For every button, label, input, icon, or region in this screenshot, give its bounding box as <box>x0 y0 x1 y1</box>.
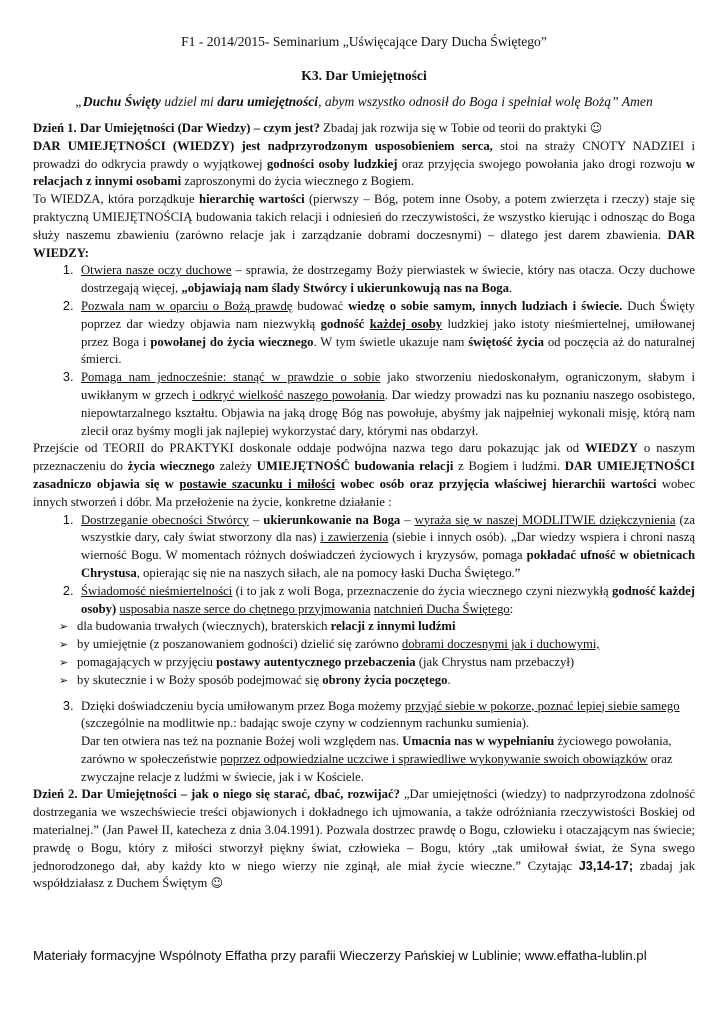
text-run: Dzięki doświadczeniu bycia umiłowanym przez Boga możemy <box>81 698 405 713</box>
day1-heading: Dzień 1. Dar Umiejętności (Dar Wiedzy) – czym jest? <box>33 121 320 135</box>
text-run: DAR UMIEJĘTNOŚCI (WIEDZY) jest nadprzyrodzonym usposobieniem serca, <box>33 138 493 153</box>
document-body <box>33 120 695 893</box>
text-run: . <box>509 281 513 296</box>
text-run: , opierając się nie na naszych siłach, ale na pomocy łaski Ducha Świętego.” <box>136 565 521 580</box>
text-run: Duch Święty poprzez dar wiedzy objawia nam niezwykłą <box>81 298 695 331</box>
arrow-list-item <box>59 654 695 672</box>
text-run: życia wiecznego <box>127 459 215 474</box>
smiley-icon: ☺ <box>589 121 603 135</box>
motto-quote: „ <box>75 94 83 109</box>
text-run: Przejście od TEORII do PRAKTYKI doskonale oddaje podwójna nazwa tego daru pokazując jak od <box>33 441 586 456</box>
motto-prayer <box>33 94 695 110</box>
text-run: zaproszonymi do życia wiecznego z Bogiem. <box>181 174 415 189</box>
text-run: To WIEDZA, która porządkuje <box>33 192 200 207</box>
text-run: godność każdej osoby) <box>81 583 696 616</box>
text-run: dobrami doczesnymi jak i duchowymi, <box>401 637 600 652</box>
text-run: w relacjach z innymi osobami <box>33 156 696 189</box>
text-run: i odkryć wielkość naszego powołania <box>192 387 385 402</box>
text-run: Pomaga nam jednocześnie: stanąć w prawdzie o sobie <box>81 370 381 385</box>
practice-paragraph <box>33 440 695 511</box>
arrow-list-item <box>59 618 695 636</box>
text-run: – <box>248 512 264 527</box>
text-run: zbadaj jak współdziałasz z Duchem Świętym <box>33 858 696 891</box>
text-run: pomagających w przyjęciu <box>77 654 217 669</box>
text-run: relacji z innymi ludźmi <box>330 619 456 634</box>
text-run: powołanej do życia wiecznego <box>150 334 314 349</box>
text-run: ludzkiej jako istoty nieśmiertelnej, umiłowanej przez Boga i <box>81 316 696 349</box>
page-header: F1 - 2014/2015- Seminarium „Uświęcające Dary Ducha Świętego” <box>181 34 547 49</box>
motto-part: Duchu Święty <box>82 94 161 109</box>
text-run: o naszym przeznaczeniu do <box>33 441 695 474</box>
text-run: budować <box>292 298 349 313</box>
text-run: obrony życia poczętego <box>322 672 448 687</box>
motto-part: daru umiejętności <box>217 94 319 109</box>
text-run: WIEDZY <box>585 441 638 456</box>
text-run: (pierwszy – Bóg, potem inne Osoby, a potem zwierzęta i rzeczy) staje się praktyczną UMIEJĘTNOŚCIĄ budowania takich relacji i odniesień do rzeczywistości, że wszystko kierując i odnosząc do Boga służy naszemu zbawieniu (zarówno relacje jak i zarządzanie dobrami doczesnymi) – dlatego jest darem zbawienia. <box>33 192 696 242</box>
text-run: zależy <box>214 459 257 474</box>
text-run: . Dar wiedzy prowadzi nas ku poznaniu naszego osobistego, niepowtarzalnego kształtu. Objawia na jaką drogę Bóg nas powołuje, abyśmy jak najpełniej wykonali misję, którą nam zlecił oraz byśmy mogli jak najlepiej wykorzystać dary, którymi nas obdarzył. <box>81 387 696 438</box>
text-run: hierarchię wartości <box>199 192 305 207</box>
motto-part: , abym wszystko odnosił do Boga i spełniał wolę Bożą” Amen <box>318 94 653 109</box>
text-run: (siebie i innych osób). „Dar wiedzy wspiera i chroni naszą wierność Bogu. W momentach różnych doświadczeń życiowych i kryzysów, pomaga <box>81 530 695 563</box>
text-run: Zbadaj jak rozwija się w Tobie od teorii do praktyki <box>319 121 590 135</box>
arrow-list-item <box>59 636 695 654</box>
arrow-list <box>33 618 695 689</box>
page-title: K3. Dar Umiejętności <box>301 68 427 83</box>
list-item <box>77 298 695 369</box>
text-run: wiedzę o sobie samym, innych ludziach i świecie. <box>348 298 623 313</box>
text-run: (za wszystkie dary, cały świat stworzony dla nas) <box>81 512 695 545</box>
motto-part: udziel mi <box>160 94 218 109</box>
text-run: postawy autentycznego przebaczenia <box>216 654 416 669</box>
text-run: z Bogiem i ludźmi. <box>453 459 565 474</box>
text-run: poprzez odpowiedzialne uczciwe i sprawiedliwe wykonywanie swoich obowiązków <box>220 751 648 766</box>
smiley-icon: ☺ <box>210 876 224 891</box>
text-run: . <box>447 672 451 687</box>
practice-list <box>33 512 695 619</box>
text-run: godności osoby ludzkiej <box>266 156 398 171</box>
text-run: usposabia nasze serce do chętnego przyjmowania <box>119 601 371 616</box>
practice-list-continued <box>33 698 695 787</box>
text-run: – sprawia, że dostrzegamy Boży pierwiastek w świecie, który nas otacza. Oczy duchowe dostrzegają więcej, <box>81 263 695 296</box>
text-run: by skutecznie i w Boży sposób podejmować się <box>77 672 323 687</box>
text-run: (jak Chrystus nam przebaczył) <box>415 654 575 669</box>
list-item <box>77 369 695 440</box>
scripture-reference: J3,14-17; <box>578 858 634 873</box>
text-run: Dar ten otwiera nas też na poznanie Bożej woli względem nas. <box>81 734 403 749</box>
text-run: Świadomość nieśmiertelności <box>81 583 233 598</box>
text-run: UMIEJĘTNOŚĆ budowania relacji <box>256 459 454 474</box>
day1-wisdom-paragraph <box>33 191 695 262</box>
text-run: Otwiera nasze oczy duchowe <box>81 263 232 278</box>
text-run: dla budowania trwałych (wiecznych), braterskich <box>77 619 331 634</box>
text-run: jako stworzeniu niedoskonałym, ograniczonym, słabym i uwikłanym w grzech <box>81 370 695 402</box>
text-run: świętość życia <box>468 334 544 349</box>
arrow-list-item <box>59 672 695 690</box>
text-run: od poczęcia aż do naturalnej śmierci. <box>81 334 695 367</box>
text-run: postawie szacunku i miłości <box>179 476 336 491</box>
text-run: życiowego powołania, zarówno w społeczeństwie <box>81 734 672 766</box>
day2-paragraph <box>33 786 695 893</box>
text-run: wobec osób oraz przyjęcia właściwej hierarchii wartości <box>335 476 657 491</box>
day2-heading: Dzień 2. Dar Umiejętności – jak o niego się starać, dbać, rozwijać? <box>33 787 400 802</box>
text-run: pokładać ufność w obietnicach Chrystusa <box>81 548 695 580</box>
text-run: przyjąć siebie w pokorze, poznać lepiej siebie samego <box>404 698 680 713</box>
list-item <box>77 262 695 298</box>
text-run: wobec innych stworzeń i dóbr. Ma przełożenie na życie, konkretne działanie : <box>33 476 695 509</box>
text-run: „Dar umiejętności (wiedzy) to nadprzyrodzona zdolność dostrzegania we wszechświecie treści objawionych i dokładnego ich ujmowania, a także odróżniania rzeczywistości Boskiej od materialnej.” (Jan Paweł II, katecheza z dnia 3.04.1991). Pozwala dostrzec prawdę o Bogu, człowieku i otaczającym nas świecie; prawdę o Bogu, który z miłości stworzył piękny świat, człowieka – Bogu, który „tak umiłował świat, że Syna swego jednorodzonego dał, aby każdy kto w niego wierzy nie zginął, ale miał życie wieczne.” Czytając <box>33 787 695 873</box>
text-run: – <box>400 512 415 527</box>
text-run: oraz zwyczajne relacje z ludźmi w świecie, jak i w Kościele. <box>81 751 673 784</box>
page-footer: Materiały formacyjne Wspólnoty Effatha przy parafii Wieczerzy Pańskiej w Lublinie; www.effatha-lublin.pl <box>33 948 647 963</box>
text-run: DAR WIEDZY: <box>33 227 695 260</box>
text-run: . W tym świetle ukazuje nam <box>313 334 469 349</box>
text-run: Pozwala nam w oparciu o Bożą prawdę <box>81 298 293 313</box>
text-run: Dostrzeganie obecności Stwórcy <box>81 512 249 527</box>
text-run: (szczególnie na modlitwie np.: badając swoje czyny w codziennym rachunku sumienia). <box>81 716 530 731</box>
text-run: (i to jak z woli Boga, przeznaczenie do życia wiecznego czyni niezwykłą <box>232 583 613 598</box>
text-run: oraz przyjęcia swojego powołania jako drogi rozwoju <box>397 156 686 171</box>
gift-effects-list <box>33 262 695 440</box>
list-item <box>77 698 695 787</box>
text-run: każdej osoby <box>369 316 443 331</box>
text-run: godność <box>320 316 370 331</box>
text-run: „objawiają nam ślady Stwórcy i ukierunkowują nas na Boga <box>181 281 509 296</box>
day1-intro-paragraph <box>33 120 695 191</box>
list-item <box>77 512 695 583</box>
text-run: by umiejętnie (z poszanowaniem godności) dzielić się zarówno <box>77 637 402 652</box>
text-run: natchnień Ducha Świętego <box>373 601 510 616</box>
text-run: stoi na straży CNOTY NADZIEI i prowadzi do odkrycia prawdy o wyjątkowej <box>33 138 695 171</box>
text-run: i zawierzenia <box>320 530 389 545</box>
text-run: : <box>509 601 514 616</box>
text-run: DAR UMIEJĘTNOŚCI zasadniczo objawia się w <box>33 459 695 491</box>
text-run: ukierunkowanie na Boga <box>263 512 401 527</box>
list-item <box>77 583 695 619</box>
text-run: wyraża się w naszej MODLITWIE dziękczynienia <box>414 512 676 527</box>
text-run: Umacnia nas w wypełnianiu <box>402 734 555 749</box>
